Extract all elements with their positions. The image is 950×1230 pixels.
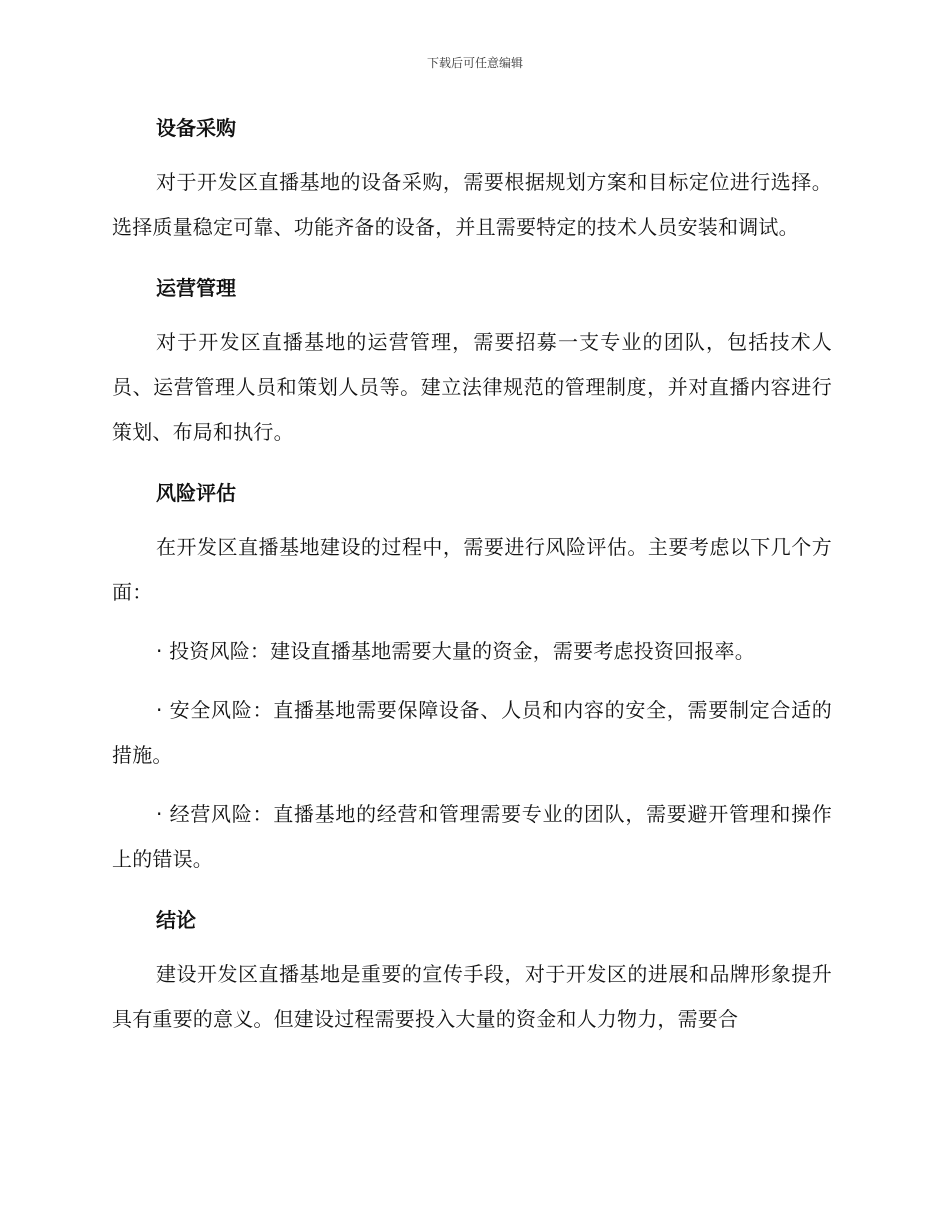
section-heading-operations: 运营管理: [156, 276, 236, 300]
risk-item-operation: · 经营风险：直播基地的经营和管理需要专业的团队，需要避开管理和操作上的错误。: [112, 802, 832, 871]
risk-item-investment: · 投资风险：建设直播基地需要大量的资金，需要考虑投资回报率。: [156, 639, 755, 663]
section-body-conclusion: 建设开发区直播基地是重要的宣传手段，对于开发区的进展和品牌形象提升具有重要的意义。但建设过程需要投入大量的资金和人力物力，需要合: [112, 962, 832, 1031]
section-intro-risk: 在开发区直播基地建设的过程中，需要进行风险评估。主要考虑以下几个方面：: [112, 535, 832, 604]
section-heading-equipment: 设备采购: [156, 116, 236, 140]
risk-item-safety: · 安全风险：直播基地需要保障设备、人员和内容的安全，需要制定合适的措施。: [112, 698, 832, 767]
section-body-equipment: 对于开发区直播基地的设备采购，需要根据规划方案和目标定位进行选择。选择质量稳定可靠、功能齐备的设备，并且需要特定的技术人员安装和调试。: [112, 170, 832, 239]
section-heading-conclusion: 结论: [156, 908, 196, 932]
section-body-operations: 对于开发区直播基地的运营管理，需要招募一支专业的团队，包括技术人员、运营管理人员和策划人员等。建立法律规范的管理制度，并对直播内容进行策划、布局和执行。: [112, 330, 832, 444]
page-header: 下载后可任意编辑: [426, 56, 523, 70]
section-heading-risk: 风险评估: [156, 481, 236, 505]
document-body: [112, 110, 832, 1042]
